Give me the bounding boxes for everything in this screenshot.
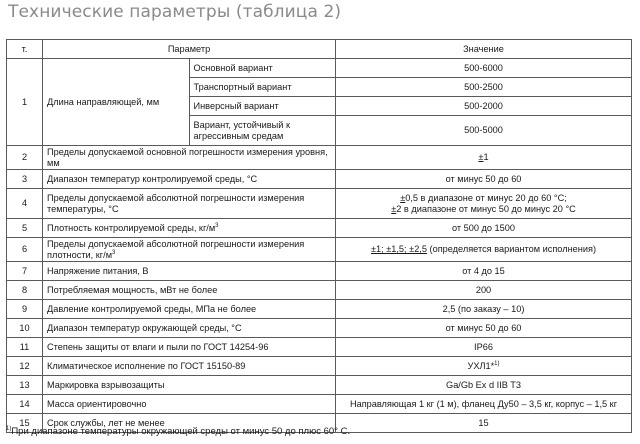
value-note: (определяется вариантом исполнения) xyxy=(426,244,597,255)
table-row xyxy=(7,338,632,357)
header-num: т. xyxy=(7,40,43,59)
row-num: 14 xyxy=(7,395,43,414)
row-param: Длина направляющей, мм xyxy=(43,59,190,146)
footnote xyxy=(6,426,350,437)
value-text: УХЛ1* xyxy=(467,361,495,372)
value-text: 2 в диапазоне от минус 50 до минус 20 °С xyxy=(396,203,576,214)
row-num: 13 xyxy=(7,376,43,395)
row-num: 8 xyxy=(7,281,43,300)
row-value: 2,5 (по заказу – 10) xyxy=(336,300,632,319)
table-row xyxy=(7,357,632,376)
param-text: Пределы допускаемой абсолютной погрешности измерения плотности, кг/м xyxy=(47,239,305,260)
row-num: 3 xyxy=(7,170,43,189)
row-subparam: Инверсный вариант xyxy=(189,97,336,116)
row-value: от минус 50 до 60 xyxy=(336,319,632,338)
unit: °С xyxy=(231,323,242,334)
row-param: Климатическое исполнение по ГОСТ 15150-89 xyxy=(43,357,336,376)
row-param: Степень защиты от влаги и пыли по ГОСТ 14254-96 xyxy=(43,338,336,357)
row-param: Пределы допускаемой основной погрешности измерения уровня, мм xyxy=(43,146,336,170)
row-subparam: Основной вариант xyxy=(189,59,336,78)
table-row xyxy=(7,59,632,78)
table-row xyxy=(7,146,632,170)
row-num: 7 xyxy=(7,262,43,281)
table-row xyxy=(7,395,632,414)
table-row xyxy=(7,319,632,338)
row-subparam: Вариант, устойчивый к агрессивным средам xyxy=(189,116,336,146)
row-value: от минус 50 до 60 xyxy=(336,170,632,189)
unit: °С xyxy=(246,173,258,184)
param-text: Плотность контролируемой среды, кг/м xyxy=(47,222,216,233)
plus-minus: ± xyxy=(391,203,397,214)
row-value xyxy=(336,146,632,170)
table-row xyxy=(7,189,632,219)
page-title: Технические параметры (таблица 2) xyxy=(8,2,342,22)
row-param xyxy=(43,219,336,238)
row-num: 12 xyxy=(7,357,43,376)
parameters-table xyxy=(6,39,632,433)
value-line-1 xyxy=(340,193,627,204)
table-header-row xyxy=(7,40,632,59)
row-param xyxy=(43,189,336,219)
row-value: 200 xyxy=(336,281,632,300)
plus-minus: ± xyxy=(478,152,484,163)
row-param xyxy=(43,319,336,338)
row-value: 500-6000 xyxy=(336,59,632,78)
row-param: Масса ориентировочно xyxy=(43,395,336,414)
row-num: 2 xyxy=(7,146,43,170)
row-value: Направляющая 1 кг (1 м), фланец Ду50 – 3,5 кг, корпус – 1,5 кг xyxy=(336,395,632,414)
row-value: 15 xyxy=(336,414,632,433)
row-value xyxy=(336,357,632,376)
row-value: от 4 до 15 xyxy=(336,262,632,281)
table-row xyxy=(7,300,632,319)
row-num: 10 xyxy=(7,319,43,338)
row-num: 4 xyxy=(7,189,43,219)
row-num: 15 xyxy=(7,414,43,433)
table-row xyxy=(7,238,632,262)
footnote-ref: 1) xyxy=(494,361,500,368)
row-value: Ga/Gb Ex d IIB T3 xyxy=(336,376,632,395)
row-value xyxy=(336,238,632,262)
row-subparam: Транспортный вариант xyxy=(189,78,336,97)
row-value xyxy=(336,189,632,219)
row-param: Маркировка взрывозащиты xyxy=(43,376,336,395)
row-num: 1 xyxy=(7,59,43,146)
unit: °С xyxy=(108,203,119,214)
value-text: 0,5 в диапазоне от минус 20 до 60 °С; xyxy=(405,193,567,204)
row-value: 500-2000 xyxy=(336,97,632,116)
value-text: 1 xyxy=(483,152,489,163)
value-accuracy: ±1; ±1,5; ±2,5 xyxy=(370,244,427,255)
row-param xyxy=(43,170,336,189)
row-value: 500-5000 xyxy=(336,116,632,146)
row-num: 9 xyxy=(7,300,43,319)
row-param: Давление контролируемой среды, МПа не более xyxy=(43,300,336,319)
param-text: Диапазон температур контролируемой среды, xyxy=(47,173,247,184)
row-value: от 500 до 1500 xyxy=(336,219,632,238)
table-row xyxy=(7,219,632,238)
table-row xyxy=(7,376,632,395)
row-param xyxy=(43,238,336,262)
param-text: Диапазон температур окружающей среды, xyxy=(47,323,232,334)
header-param: Параметр xyxy=(43,40,336,59)
param-text: Пределы допускаемой абсолютной погрешности измерения температуры, xyxy=(47,193,305,214)
row-value: 500-2500 xyxy=(336,78,632,97)
footnote-text: При диапазоне температуры окружающей среды от минус 50 до плюс 60° С. xyxy=(11,426,351,437)
table-row xyxy=(7,262,632,281)
row-param: Напряжение питания, В xyxy=(43,262,336,281)
table-row xyxy=(7,281,632,300)
table-row xyxy=(7,170,632,189)
footnote-mark: 1) xyxy=(6,426,12,432)
row-param: Потребляемая мощность, мВт не более xyxy=(43,281,336,300)
superscript: 3 xyxy=(215,222,219,229)
row-value: IP66 xyxy=(336,338,632,357)
superscript: 3 xyxy=(112,249,116,256)
row-num: 11 xyxy=(7,338,43,357)
plus-minus: ± xyxy=(400,193,406,204)
header-value: Значение xyxy=(336,40,632,59)
row-num: 5 xyxy=(7,219,43,238)
value-line-2 xyxy=(340,204,627,215)
row-num: 6 xyxy=(7,238,43,262)
row-param: Срок службы, лет не менее xyxy=(43,414,336,433)
